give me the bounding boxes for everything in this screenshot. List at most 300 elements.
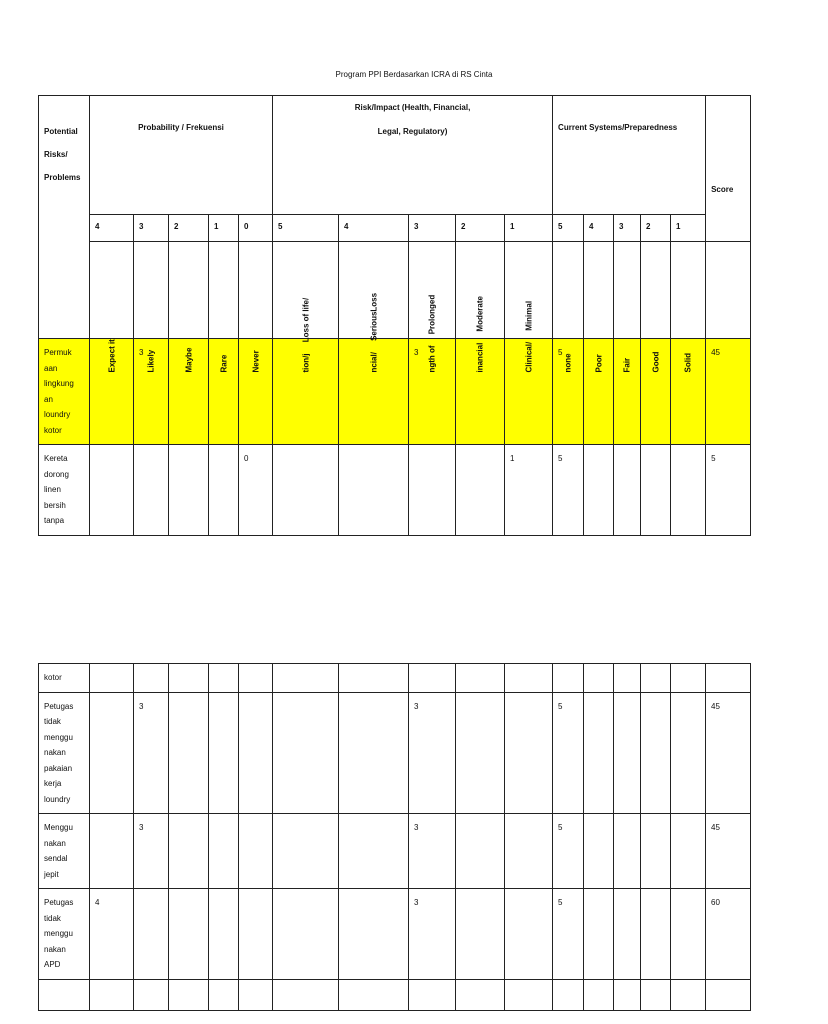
value-cell (239, 445, 273, 536)
value-cell (614, 814, 641, 889)
cell-value (553, 980, 583, 992)
value-cell (209, 692, 239, 814)
value-cell (553, 889, 584, 980)
value-cell (409, 814, 456, 889)
weight-value: 4 (344, 222, 349, 231)
score-cell (706, 692, 751, 814)
rotated-label-cell (273, 242, 339, 373)
rotated-label-cell (584, 242, 614, 373)
rotated-label: inancial Moderate (475, 296, 485, 373)
rotated-label: ncial/ SeriousLoss (369, 292, 379, 373)
cell-value (671, 980, 705, 992)
header-current-systems (553, 96, 706, 215)
cell-value (90, 445, 133, 457)
cell-value (584, 889, 613, 901)
cell-value (584, 664, 613, 676)
header-probability-label: Probability / Frekuensi (138, 123, 224, 132)
cell-value: 0 (244, 454, 249, 463)
text-line: aan (44, 363, 58, 373)
cell-value (614, 814, 640, 826)
value-cell (456, 979, 505, 1010)
cell-value (641, 664, 670, 676)
cell-value (169, 693, 208, 705)
cell-value (169, 889, 208, 901)
cell-value (339, 814, 408, 826)
rotated-label-cell (641, 242, 671, 373)
cell-value (641, 693, 670, 705)
score-value (706, 980, 750, 992)
weight-value: 2 (646, 222, 651, 231)
value-cell (134, 979, 169, 1010)
rotated-label: Never (251, 350, 260, 373)
cell-value (239, 693, 272, 705)
cell-value (614, 693, 640, 705)
cell-value (505, 664, 552, 676)
table-row (39, 889, 751, 980)
text-line: Potential (44, 127, 78, 136)
cell-value (169, 664, 208, 676)
value-cell (641, 692, 671, 814)
value-cell (553, 692, 584, 814)
score-value: 60 (711, 898, 720, 907)
cell-value (273, 445, 338, 457)
cell-value (273, 980, 338, 992)
header-risk-impact (273, 96, 553, 215)
cell-value (239, 664, 272, 676)
value-cell (456, 814, 505, 889)
rotated-label-cell (671, 242, 706, 373)
value-cell (273, 445, 339, 536)
cell-value (553, 664, 583, 676)
text-line: Permuk (44, 348, 72, 357)
value-cell (169, 664, 209, 693)
cell-value (456, 814, 504, 826)
text-line: kotor (44, 673, 62, 682)
text-line: nakan (44, 944, 66, 954)
header-risk-line: Legal, Regulatory) (377, 127, 448, 136)
score-header-blank (706, 242, 751, 339)
value-cell (505, 664, 553, 693)
value-cell (671, 445, 706, 536)
rotated-label-cell (339, 242, 409, 373)
value-cell (239, 889, 273, 980)
value-cell (169, 692, 209, 814)
value-cell (209, 889, 239, 980)
rotated-label: Solid (683, 352, 693, 373)
rotated-label: Maybe (184, 347, 193, 373)
value-cell (339, 692, 409, 814)
header-potential-risks (39, 96, 90, 339)
cell-value (90, 693, 133, 705)
text-line: menggu (44, 929, 73, 938)
rotated-label: none (563, 353, 573, 373)
weight-value: 1 (214, 222, 219, 231)
cell-value: 3 (139, 701, 144, 711)
text-line: pakaian (44, 763, 73, 773)
rotated-label: Fair (622, 357, 632, 373)
cell-value (409, 445, 455, 457)
value-cell (505, 445, 553, 536)
cell-value (671, 693, 705, 705)
text-line: an (44, 394, 53, 404)
value-cell (273, 979, 339, 1010)
value-cell (134, 692, 169, 814)
rotated-label: Likely (146, 349, 156, 373)
value-cell (641, 889, 671, 980)
text-line: loundry (44, 794, 71, 804)
cell-value (614, 445, 640, 457)
text-line: menggu (44, 732, 73, 742)
cell-value: 3 (414, 823, 419, 832)
value-cell (553, 445, 584, 536)
weight-cell (553, 215, 584, 242)
text-line: Petugas (44, 898, 74, 907)
value-cell (90, 979, 134, 1010)
value-cell (614, 692, 641, 814)
cell-value (409, 664, 455, 676)
cell-value (134, 889, 168, 901)
problem-cell (39, 889, 90, 980)
weight-cell (671, 215, 706, 242)
weight-value: 0 (244, 222, 249, 231)
weight-cell (169, 215, 209, 242)
value-cell (209, 664, 239, 693)
value-cell (339, 814, 409, 889)
rotated-label-cell (134, 242, 169, 373)
cell-value: 4 (95, 898, 100, 907)
value-cell (134, 445, 169, 536)
cell-value (169, 814, 208, 826)
weight-cell (409, 215, 456, 242)
value-cell (169, 814, 209, 889)
value-cell (169, 445, 209, 536)
value-cell (456, 692, 505, 814)
cell-value: 3 (414, 898, 419, 907)
rotated-label-cell (409, 242, 456, 373)
text-line: jepit (44, 869, 59, 879)
cell-value (273, 889, 338, 901)
value-cell (134, 889, 169, 980)
cell-value (584, 693, 613, 705)
cell-value (614, 889, 640, 901)
problem-cell (39, 664, 90, 693)
cell-value (505, 980, 552, 992)
value-cell (339, 445, 409, 536)
cell-value (614, 980, 640, 992)
weight-cell (641, 215, 671, 242)
problem-cell (39, 339, 90, 445)
weight-value: 4 (95, 222, 100, 231)
cell-value (134, 445, 168, 457)
value-cell (90, 445, 134, 536)
weight-value: 4 (589, 222, 594, 231)
weight-cell (456, 215, 505, 242)
value-cell (169, 889, 209, 980)
rotated-label-cell (505, 242, 553, 373)
cell-value (209, 814, 238, 826)
cell-value: 3 (139, 348, 144, 357)
text-line: Problems (44, 173, 81, 182)
cell-value (134, 664, 168, 676)
table-row (39, 692, 751, 814)
value-cell (339, 889, 409, 980)
cell-value (671, 445, 705, 457)
cell-value (641, 814, 670, 826)
weight-value: 3 (619, 222, 624, 231)
text-line: sendal (44, 854, 68, 863)
icra-table-bottom (38, 663, 751, 1011)
value-cell (456, 664, 505, 693)
page-title: Program PPI Berdasarkan ICRA di RS Cinta (335, 70, 493, 79)
value-cell (239, 814, 273, 889)
value-cell (614, 664, 641, 693)
header-score (706, 96, 751, 242)
value-cell (409, 664, 456, 693)
cell-value (239, 814, 272, 826)
rotated-label-cell (614, 242, 641, 373)
value-cell (134, 664, 169, 693)
text-line: dorong (44, 469, 69, 479)
value-cell (209, 445, 239, 536)
value-cell (339, 979, 409, 1010)
table-row (39, 664, 751, 693)
cell-value (169, 980, 208, 992)
value-cell (505, 692, 553, 814)
cell-value (339, 693, 408, 705)
rotated-label-cell (553, 242, 584, 373)
value-cell (614, 889, 641, 980)
cell-value (456, 693, 504, 705)
value-cell (584, 692, 614, 814)
value-cell (273, 664, 339, 693)
value-cell (169, 979, 209, 1010)
cell-value (505, 693, 552, 705)
weight-cell (209, 215, 239, 242)
rotated-label-cell (209, 242, 239, 373)
value-cell (553, 979, 584, 1010)
value-cell (584, 889, 614, 980)
score-cell (706, 445, 751, 536)
value-cell (90, 889, 134, 980)
text-line: nakan (44, 748, 66, 757)
cell-value (339, 980, 408, 992)
score-value: 5 (711, 454, 716, 463)
text-line: nakan (44, 838, 66, 848)
rotated-label-cell (90, 242, 134, 373)
cell-value: 5 (558, 701, 563, 711)
weight-cell (134, 215, 169, 242)
text-line: tanpa (44, 516, 65, 525)
value-cell (273, 692, 339, 814)
text-line: kotor (44, 425, 62, 435)
score-cell (706, 339, 751, 445)
problem-cell (39, 445, 90, 536)
value-cell (641, 664, 671, 693)
table-row (39, 445, 751, 536)
rotated-label-cell (239, 242, 273, 373)
text-line: lingkung (44, 379, 74, 388)
text-line: Petugas (44, 701, 74, 711)
cell-value (584, 445, 613, 457)
rotated-label-cell (169, 242, 209, 373)
cell-value (169, 445, 208, 457)
text-line: Menggu (44, 823, 73, 832)
value-cell (239, 979, 273, 1010)
value-cell (641, 814, 671, 889)
table-row (39, 814, 751, 889)
score-cell (706, 889, 751, 980)
value-cell (671, 692, 706, 814)
weight-cell (505, 215, 553, 242)
rotated-label: Poor (594, 354, 604, 373)
value-cell (90, 814, 134, 889)
score-cell (706, 664, 751, 693)
cell-value (273, 664, 338, 676)
cell-value (641, 445, 670, 457)
header-current-label: Current Systems/Preparedness (558, 123, 678, 132)
cell-value (209, 445, 238, 457)
value-cell (505, 814, 553, 889)
value-cell (409, 445, 456, 536)
value-cell (209, 979, 239, 1010)
rotated-label: Expect it (107, 339, 116, 373)
weight-value: 2 (461, 222, 466, 231)
cell-value (339, 889, 408, 901)
rotated-label: Good (651, 351, 661, 373)
score-cell (706, 814, 751, 889)
cell-value (209, 980, 238, 992)
cell-value (671, 814, 705, 826)
value-cell (505, 979, 553, 1010)
weight-cell (90, 215, 134, 242)
value-cell (584, 445, 614, 536)
cell-value (239, 889, 272, 901)
value-cell (456, 889, 505, 980)
text-line: bersih (44, 500, 66, 510)
cell-value (409, 980, 455, 992)
cell-value (456, 889, 504, 901)
weight-value: 2 (174, 222, 179, 231)
text-line: Kereta (44, 454, 68, 463)
header-risk-line: Risk/Impact (Health, Financial, (354, 103, 471, 112)
cell-value (134, 980, 168, 992)
cell-value (456, 664, 504, 676)
cell-value: 1 (510, 454, 515, 463)
cell-value (90, 664, 133, 676)
cell-value (641, 889, 670, 901)
cell-value (90, 814, 133, 826)
value-cell (553, 664, 584, 693)
value-cell (614, 445, 641, 536)
value-cell (505, 889, 553, 980)
cell-value (671, 889, 705, 901)
cell-value: 5 (558, 898, 563, 907)
cell-value (614, 664, 640, 676)
cell-value (456, 980, 504, 992)
text-line: APD (44, 960, 61, 969)
cell-value: 3 (414, 348, 419, 357)
cell-value (671, 664, 705, 676)
weight-value: 3 (139, 222, 144, 231)
icra-table-top (38, 95, 751, 536)
value-cell (584, 664, 614, 693)
value-cell (671, 889, 706, 980)
value-cell (239, 664, 273, 693)
cell-value (90, 980, 133, 992)
problem-cell (39, 692, 90, 814)
problem-cell (39, 979, 90, 1010)
value-cell (614, 979, 641, 1010)
weight-cell (339, 215, 409, 242)
problem-cell (39, 814, 90, 889)
value-cell (134, 814, 169, 889)
header-probability (90, 96, 273, 215)
value-cell (671, 664, 706, 693)
value-cell (339, 664, 409, 693)
weight-cell (584, 215, 614, 242)
cell-value (505, 889, 552, 901)
cell-value (641, 980, 670, 992)
table-row (39, 979, 751, 1010)
text-line: tidak (44, 913, 61, 923)
value-cell (671, 814, 706, 889)
score-value: 45 (711, 348, 720, 357)
rotated-label: tion/j Loss of life/ (301, 297, 311, 373)
cell-value (273, 693, 338, 705)
value-cell (584, 814, 614, 889)
cell-value: 3 (414, 701, 419, 711)
header-score-label: Score (711, 185, 734, 194)
weight-value: 1 (510, 222, 515, 231)
rotated-label-cell (456, 242, 505, 373)
text-line: tidak (44, 717, 61, 726)
cell-value (339, 664, 408, 676)
cell-value: 3 (139, 823, 144, 832)
value-cell (409, 889, 456, 980)
cell-value (339, 445, 408, 457)
score-cell (706, 979, 751, 1010)
cell-value (505, 814, 552, 826)
cell-value (209, 693, 238, 705)
value-cell (90, 692, 134, 814)
weight-value: 3 (414, 222, 419, 231)
cell-value: 5 (558, 454, 563, 463)
cell-value (209, 664, 238, 676)
text-line: kerja (44, 779, 62, 788)
text-line: Risks/ (44, 150, 68, 159)
value-cell (273, 814, 339, 889)
value-cell (273, 889, 339, 980)
cell-value (584, 814, 613, 826)
rotated-label: ngth of Prolonged (427, 294, 437, 373)
cell-value: 5 (558, 823, 563, 832)
value-cell (456, 445, 505, 536)
value-cell (209, 814, 239, 889)
value-cell (90, 664, 134, 693)
value-cell (409, 692, 456, 814)
value-cell (239, 692, 273, 814)
rotated-label: Rare (219, 354, 228, 373)
rotated-label: Clinical/ Minimal (524, 300, 534, 373)
value-cell (553, 814, 584, 889)
value-cell (584, 979, 614, 1010)
text-line: linen (44, 485, 61, 494)
score-value: 45 (711, 823, 720, 832)
weight-cell (239, 215, 273, 242)
weight-cell (614, 215, 641, 242)
value-cell (409, 979, 456, 1010)
cell-value: 5 (558, 348, 563, 357)
